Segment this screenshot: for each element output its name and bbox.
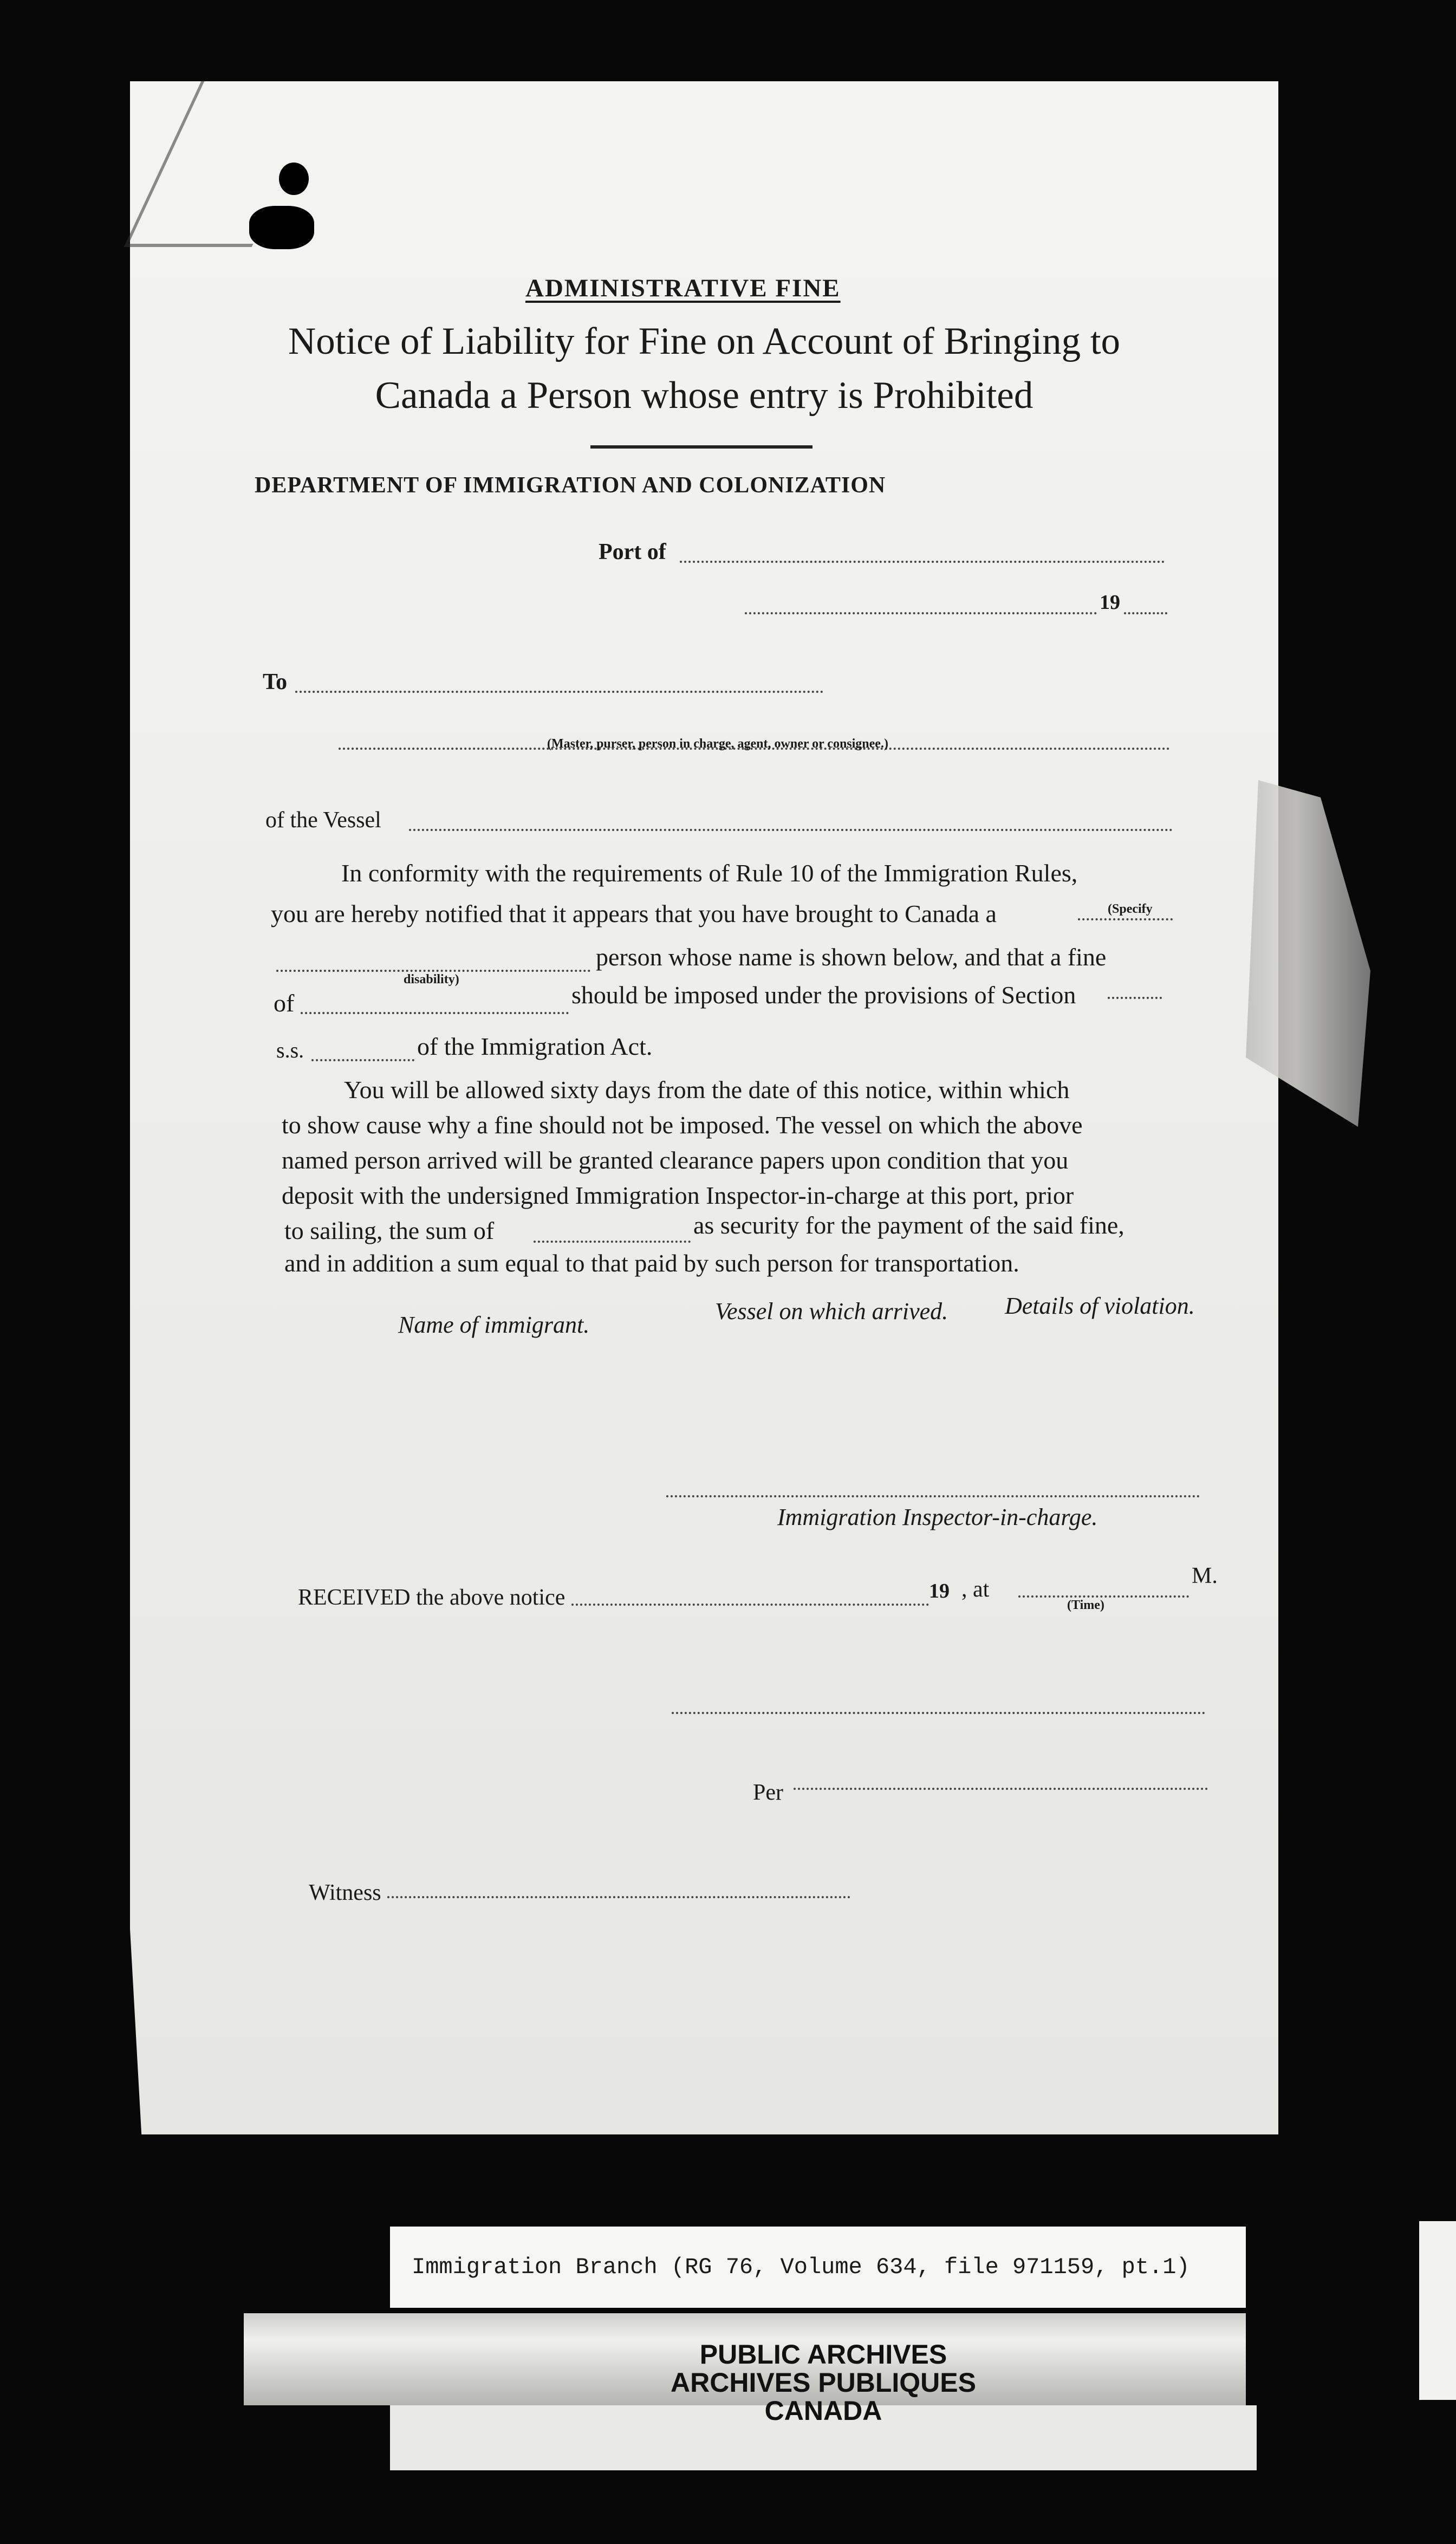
recipient-signature-field[interactable] — [672, 1712, 1205, 1714]
time-caption: (Time) — [1067, 1598, 1104, 1612]
column-vessel-arrived: Vessel on which arrived. — [715, 1298, 948, 1325]
witness-field[interactable] — [387, 1896, 850, 1898]
received-year-prefix: 19 — [929, 1580, 950, 1602]
year-prefix: 19 — [1100, 591, 1120, 614]
received-label: RECEIVED the above notice — [298, 1585, 566, 1610]
department-name: DEPARTMENT OF IMMIGRATION AND COLONIZATION — [255, 473, 886, 498]
subsection-field[interactable] — [311, 1059, 414, 1061]
adjacent-page-edge — [1419, 2221, 1456, 2400]
witness-label: Witness — [309, 1880, 381, 1905]
specify-caption: (Specify — [1108, 902, 1153, 916]
vessel-label: of the Vessel — [265, 808, 381, 833]
form-heading-line1: Notice of Liability for Fine on Account of Bringing to — [288, 320, 1121, 362]
para2-line4: deposit with the undersigned Immigration Inspector-in-charge at this port, prior — [282, 1182, 1074, 1209]
form-heading-line2: Canada a Person whose entry is Prohibited — [375, 374, 1034, 417]
para1-line2: you are hereby notified that it appears that you have brought to Canada a — [271, 900, 997, 927]
date-field[interactable] — [745, 612, 1097, 614]
para2-line5: as security for the payment of the said fine, — [693, 1211, 1124, 1239]
disability-caption: disability) — [404, 972, 459, 987]
section-field[interactable] — [1108, 997, 1162, 999]
security-sum-field[interactable] — [534, 1241, 691, 1243]
stamp-line-2: ARCHIVES PUBLIQUES — [671, 2367, 976, 2398]
to-caption: (Master, purser, person in charge, agent, owner or consignee.) — [547, 737, 888, 751]
punch-hole-top — [279, 163, 309, 195]
port-label: Port of — [599, 540, 666, 564]
per-label: Per — [753, 1780, 783, 1805]
disability-field[interactable] — [276, 970, 590, 972]
vessel-field[interactable] — [409, 829, 1173, 831]
inspector-signature-field[interactable] — [666, 1495, 1200, 1497]
para2-line1: You will be allowed sixty days from the date of this notice, within which — [344, 1076, 1070, 1104]
para1-line3: person whose name is shown below, and that a fine — [596, 943, 1107, 971]
stamp-line-1: PUBLIC ARCHIVES — [699, 2339, 947, 2370]
year-field[interactable] — [1124, 612, 1167, 614]
para1-line4: should be imposed under the provisions of Section — [571, 981, 1076, 1009]
para1-line4-of: of — [274, 989, 295, 1017]
inspector-caption: Immigration Inspector-in-charge. — [777, 1504, 1098, 1530]
heading-rule — [590, 445, 812, 449]
to-field[interactable] — [295, 691, 823, 693]
para2-line2: to show cause why a fine should not be imposed. The vessel on which the above — [282, 1111, 1083, 1139]
received-date-field[interactable] — [571, 1604, 929, 1606]
para2-line3: named person arrived will be granted clearance papers upon condition that you — [282, 1146, 1069, 1174]
para1-line1: In conformity with the requirements of Rule 10 of the Immigration Rules, — [341, 859, 1078, 887]
meridiem-suffix: M. — [1192, 1563, 1218, 1588]
para2-line6: and in addition a sum equal to that paid by such person for transportation. — [284, 1249, 1019, 1277]
punch-hole-bottom — [249, 206, 314, 249]
received-at: , at — [961, 1577, 990, 1602]
per-field[interactable] — [794, 1788, 1208, 1790]
para2-line5-start: to sailing, the sum of — [284, 1217, 495, 1244]
archive-stamp — [542, 2340, 1105, 2425]
column-details-of-violation: Details of violation. — [1005, 1293, 1195, 1319]
specify-field[interactable] — [1078, 918, 1173, 920]
to-label: To — [263, 670, 288, 695]
para1-line5: of the Immigration Act. — [417, 1033, 653, 1060]
para1-line5-ss: s.s. — [276, 1038, 304, 1062]
column-name-of-immigrant: Name of immigrant. — [398, 1312, 590, 1338]
fine-amount-field[interactable] — [301, 1012, 569, 1014]
archive-reference-label: Immigration Branch (RG 76, Volume 634, file 971159, pt.1) — [390, 2227, 1246, 2308]
received-time-field[interactable] — [1018, 1595, 1189, 1598]
port-field[interactable] — [680, 561, 1165, 563]
form-title: ADMINISTRATIVE FINE — [525, 274, 841, 302]
stamp-line-3: CANADA — [764, 2396, 882, 2426]
